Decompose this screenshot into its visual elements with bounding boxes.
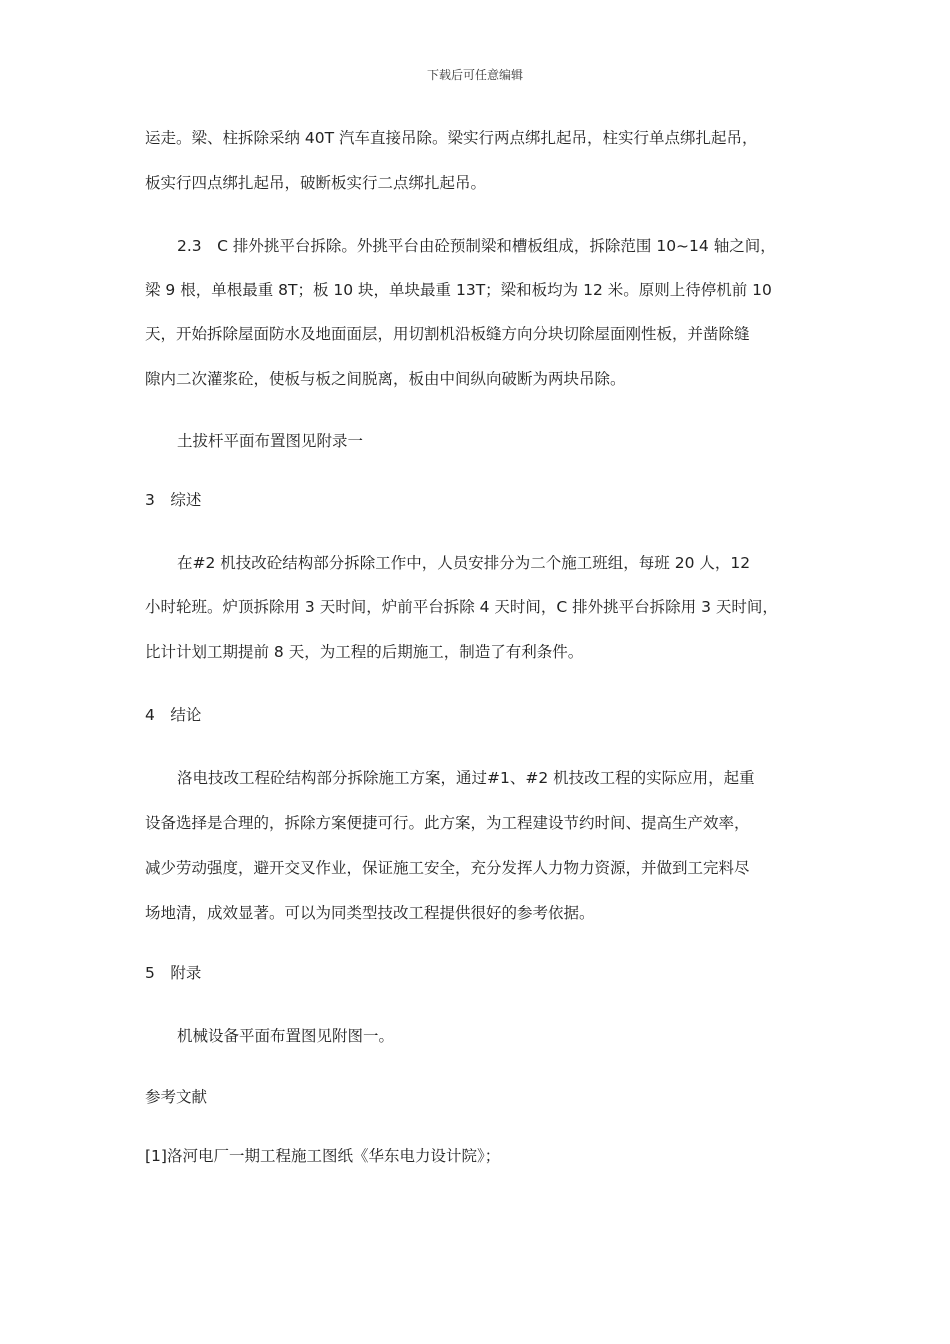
paragraph-line: 减少劳动强度，避开交叉作业，保证施工安全，充分发挥人力物力资源，并做到工完料尽 (145, 859, 750, 877)
page-header: 下载后可任意编辑 (426, 68, 523, 82)
paragraph-line: 洛电技改工程砼结构部分拆除施工方案，通过#1、#2 机技改工程的实际应用，起重 (177, 769, 755, 787)
paragraph-line: 小时轮班。炉顶拆除用 3 天时间，炉前平台拆除 4 天时间，C 排外挑平台拆除用 3 天时间， (145, 598, 778, 616)
references-title: 参考文献 (145, 1088, 208, 1106)
section-2-3-line: 2.3 C 排外挑平台拆除。外挑平台由砼预制梁和槽板组成，拆除范围 10~14 轴之间， (177, 237, 776, 255)
paragraph-line: 天，开始拆除屋面防水及地面面层，用切割机沿板缝方向分块切除屋面刚性板，并凿除缝 (145, 325, 750, 343)
paragraph-line: 板实行四点绑扎起吊，破断板实行二点绑扎起吊。 (145, 174, 487, 192)
paragraph-line: 运走。梁、柱拆除采纳 40T 汽车直接吊除。梁实行两点绑扎起吊，柱实行单点绑扎起吊， (145, 129, 758, 147)
appendix-figure-line: 机械设备平面布置图见附图一。 (177, 1027, 395, 1045)
paragraph-line: 场地清，成效显著。可以为同类型技改工程提供很好的参考依据。 (145, 904, 595, 922)
section-heading-3: 3 综述 (145, 491, 202, 509)
section-heading-5: 5 附录 (145, 964, 202, 982)
appendix-reference-line: 土拔杆平面布置图见附录一 (177, 432, 364, 450)
paragraph-line: 比计计划工期提前 8 天，为工程的后期施工，制造了有利条件。 (145, 643, 584, 661)
paragraph-line: 隙内二次灌浆砼，使板与板之间脱离，板由中间纵向破断为两块吊除。 (145, 370, 626, 388)
section-heading-4: 4 结论 (145, 706, 202, 724)
paragraph-line: 设备选择是合理的，拆除方案便捷可行。此方案，为工程建设节约时间、提高生产效率， (145, 814, 750, 832)
paragraph-line: 在#2 机技改砼结构部分拆除工作中，人员安排分为二个施工班组，每班 20 人，12 (177, 554, 751, 572)
reference-item: [1]洛河电厂一期工程施工图纸《华东电力设计院》； (145, 1147, 501, 1165)
paragraph-line: 梁 9 根，单根最重 8T；板 10 块，单块最重 13T；梁和板均为 12 米。原则上待停机前 10 (145, 281, 772, 299)
